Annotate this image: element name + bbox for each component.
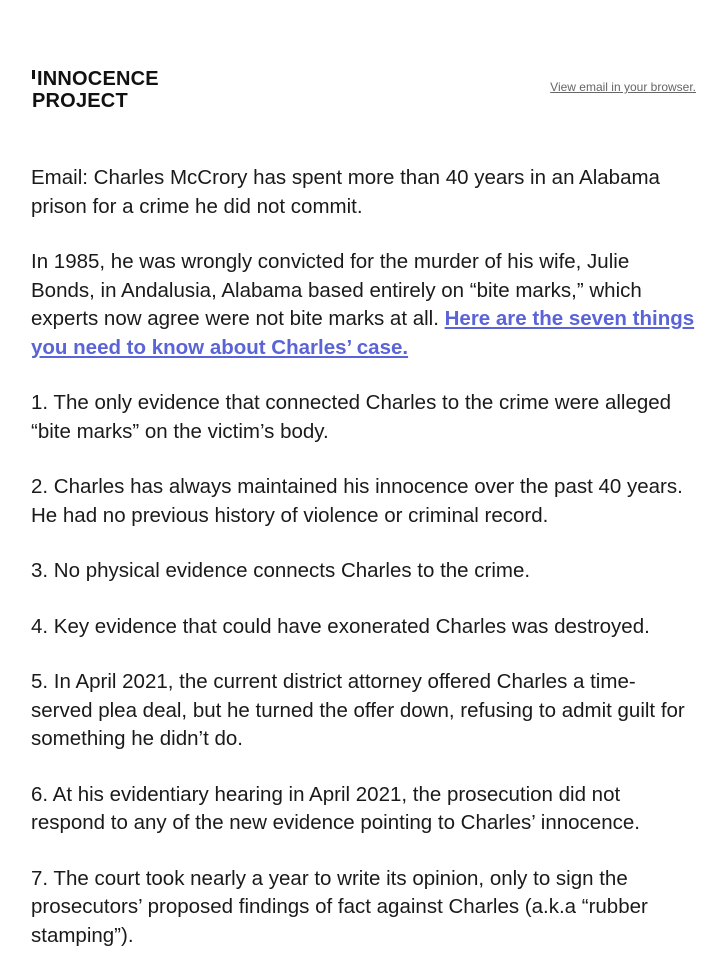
email-header: [0, 0, 720, 130]
fact-6: 6. At his evidentiary hearing in April 2021, the prosecution did not respond to any of the new evidence pointing to Charles’ innocence.: [31, 782, 640, 834]
intro-paragraph: Email: Charles McCrory has spent more than 40 years in an Alabama prison for a crime he did not commit.: [31, 166, 660, 218]
seven-things-link[interactable]: Here are the seven things you need to know about Charles’ case.: [31, 307, 695, 359]
fact-7: 7. The court took nearly a year to write its opinion, only to sign the prosecutors’ proposed findings of fact against Charles (a.k.a “rubber stamping”).: [31, 866, 648, 947]
fact-4: 4. Key evidence that could have exonerated Charles was destroyed.: [31, 614, 650, 638]
logo-tick-icon: [32, 70, 35, 79]
logo-line-2: PROJECT: [32, 90, 128, 112]
conviction-text: In 1985, he was wrongly convicted for the murder of his wife, Julie Bonds, in Andalusia, Alabama based entirely on “bite marks,” which experts now agree were not bite marks at all.: [31, 250, 642, 330]
logo-line-1: INNOCENCE: [32, 68, 159, 90]
conviction-paragraph: [31, 248, 697, 362]
view-in-browser-link[interactable]: View email in your browser.: [550, 80, 696, 94]
innocence-project-logo[interactable]: [32, 68, 159, 112]
fact-5: 5. In April 2021, the current district attorney offered Charles a time-served plea deal, but he turned the offer down, refusing to admit guilt for something he didn’t do.: [31, 670, 685, 750]
email-body: [31, 164, 697, 977]
fact-3: 3. No physical evidence connects Charles to the crime.: [31, 559, 531, 582]
fact-1: 1. The only evidence that connected Charles to the crime were alleged “bite marks” on the victim’s body.: [31, 391, 672, 443]
fact-2: 2. Charles has always maintained his innocence over the past 40 years. He had no previous history of violence or criminal record.: [31, 475, 683, 527]
